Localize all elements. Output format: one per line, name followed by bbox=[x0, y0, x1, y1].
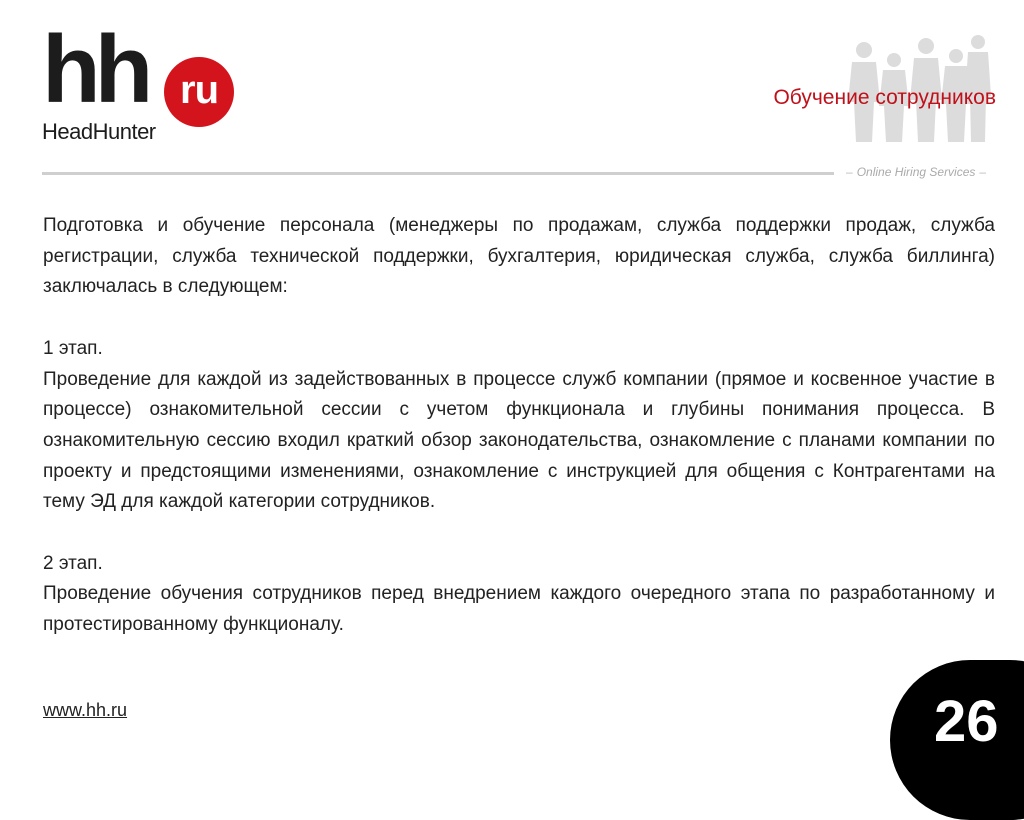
page-number: 26 bbox=[934, 689, 999, 754]
stage1-paragraph: Проведение для каждой из задействованных в процессе служб компании (прямое и косвенное участие в процессе) ознакомительной сессии с учетом функционала и глубины понимания процесса. В ознакомительную сессию входил краткий обзор законодательства, ознакомление с планами компании по проекту и предстоящими изменениями, ознакомление с инструкцией для общения с Контрагентами на тему ЭД для каждой категории сотрудников. bbox=[43, 368, 995, 513]
stage2-paragraph: Проведение обучения сотрудников перед внедрением каждого очередного этапа по разработанному и протестированному функционалу. bbox=[43, 583, 995, 636]
logo-name: HeadHunter bbox=[42, 119, 156, 144]
logo-mark: hh bbox=[42, 16, 148, 123]
tagline-dash-right: – bbox=[979, 165, 987, 179]
intro-paragraph: Подготовка и обучение персонала (менеджеры по продажам, служба поддержки продаж, служба регистрации, служба технической поддержки, бухгалтерия, юридическая служба, служба биллинга) заключалась в следующем: bbox=[43, 215, 995, 298]
header-divider bbox=[42, 172, 834, 175]
page-number-badge bbox=[890, 660, 1024, 820]
stage2-title: 2 этап. bbox=[43, 552, 103, 574]
website-link[interactable]: www.hh.ru bbox=[43, 700, 128, 720]
tagline-text: Online Hiring Services bbox=[856, 165, 976, 179]
tagline-dash-left: – bbox=[846, 165, 853, 179]
tagline bbox=[842, 165, 990, 179]
main-content bbox=[43, 211, 995, 641]
logo-ru-badge: ru bbox=[164, 57, 234, 127]
spacer bbox=[43, 518, 995, 549]
stage1-title: 1 этап. bbox=[43, 337, 103, 359]
spacer bbox=[43, 303, 995, 334]
page-title: Обучение сотрудников bbox=[773, 86, 996, 109]
headhunter-logo bbox=[42, 16, 242, 152]
